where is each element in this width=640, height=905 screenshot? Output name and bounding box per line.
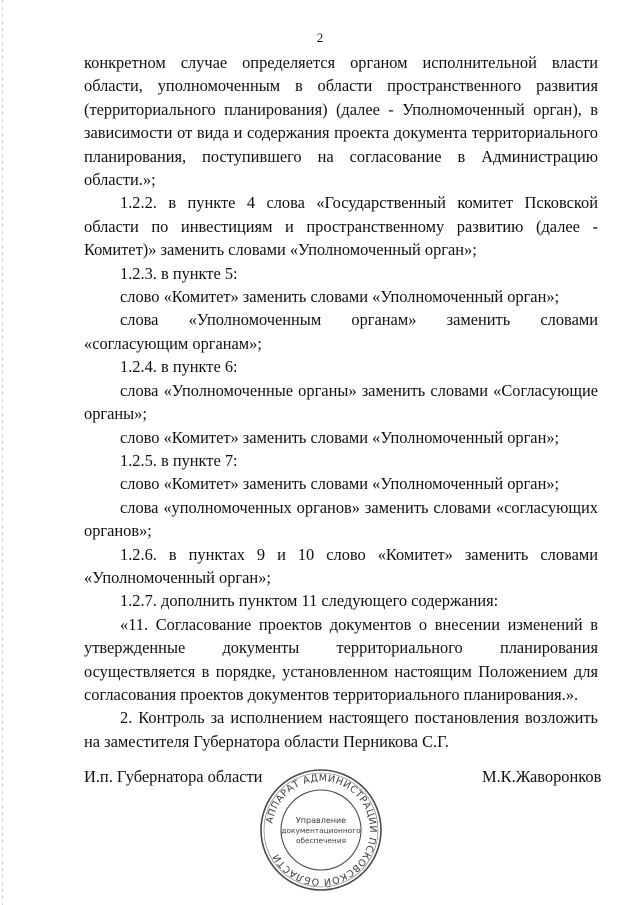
- paragraph-continuation: конкретном случае определяется органом исполнительной власти области, уполномоченным в области пространственного развития (территориального планирования) (далее - Уполномоченный орган), в зависимости от вида и содержания проекта документа территориального планирования, поступившего на согласование в Администрацию области.»;: [84, 53, 598, 190]
- svg-text:документационного: документационного: [281, 826, 361, 835]
- paragraph-1-2-3: 1.2.3. в пункте 5:: [120, 263, 238, 283]
- signatory-name: М.К.Жаворонков: [482, 767, 602, 786]
- paragraph-1-2-3-item-1: слово «Комитет» заменить словами «Уполномоченный орган»;: [120, 287, 560, 307]
- paragraph-1-2-5: 1.2.5. в пункте 7:: [120, 450, 238, 470]
- svg-text:Управление: Управление: [295, 816, 347, 825]
- document-body: [84, 51, 598, 753]
- paragraph-1-2-5-item-1: слово «Комитет» заменить словами «Уполномоченный орган»;: [120, 474, 560, 494]
- seal-graphic: [258, 767, 384, 893]
- official-seal-stamp: [258, 767, 384, 893]
- paragraph-1-2-6: 1.2.6. в пунктах 9 и 10 слово «Комитет» заменить словами «Уполномоченный орган»;: [84, 544, 598, 587]
- signatory-position: И.п. Губернатора области: [84, 767, 263, 786]
- paragraph-1-2-4: 1.2.4. в пункте 6:: [120, 357, 238, 377]
- paragraph-1-2-7: 1.2.7. дополнить пунктом 11 следующего содержания:: [120, 591, 499, 611]
- paragraph-1-2-5-item-2: слова «уполномоченных органов» заменить словами «согласующих органов»;: [84, 497, 598, 541]
- paragraph-1-2-2: 1.2.2. в пункте 4 слова «Государственный комитет Псковской области по инвестициям и пространственному развитию (далее - Комитет)» заменить словами «Уполномоченный орган»;: [84, 193, 598, 260]
- scan-edge-mark: [2, 0, 3, 905]
- paragraph-1-2-4-item-1: слова «Уполномоченные органы» заменить словами «Согласующие органы»;: [84, 380, 598, 424]
- paragraph-1-2-3-item-2: слова «Уполномоченным органам» заменить словами «согласующим органам»;: [84, 310, 598, 353]
- paragraph-1-2-4-item-2: слово «Комитет» заменить словами «Уполномоченный орган»;: [120, 427, 560, 447]
- svg-text:АППАРАТ АДМИНИСТРАЦИИ ПСКОВСКО: АППАРАТ АДМИНИСТРАЦИИ ПСКОВСКОЙ ОБЛАСТИ: [264, 772, 379, 888]
- paragraph-point-11: «11. Согласование проектов документов о внесении изменений в утвержденные документы территориального планирования осуществляется в порядке, установленном настоящим Положением для согласования проектов документов территориального планирования.».: [84, 614, 598, 704]
- svg-text:обеспечения: обеспечения: [295, 836, 347, 845]
- paragraph-2-control: 2. Контроль за исполнением настоящего постановления возложить на заместителя Губернатора области Перникова С.Г.: [84, 708, 598, 751]
- page-number: 2: [316, 30, 324, 45]
